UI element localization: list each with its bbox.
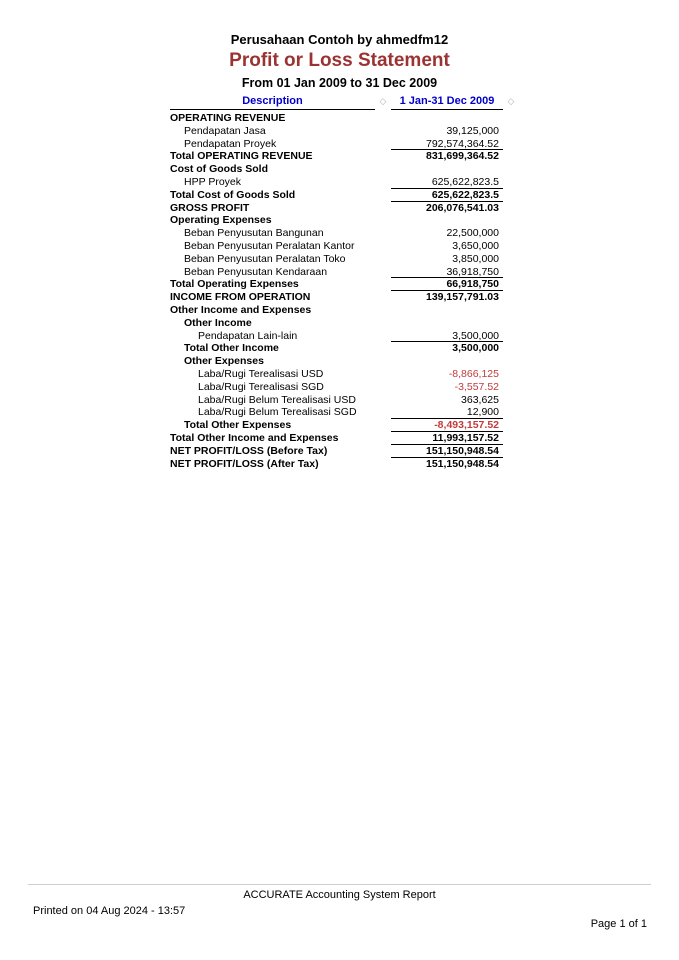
row-value: 139,157,791.03: [426, 291, 499, 304]
table-row: [170, 330, 520, 343]
table-row: [170, 150, 520, 163]
row-label: Pendapatan Proyek: [184, 137, 277, 150]
table-row: [170, 458, 520, 471]
row-value: 12,900: [391, 406, 503, 419]
table-row: [170, 163, 520, 176]
row-label: NET PROFIT/LOSS (Before Tax): [170, 444, 328, 457]
row-value: 3,850,000: [452, 252, 499, 265]
diamond-icon-right: ◇: [507, 96, 515, 106]
row-value: 36,918,750: [391, 266, 503, 279]
row-label: HPP Proyek: [184, 175, 241, 188]
table-row: [170, 304, 520, 317]
table-row: [170, 253, 520, 266]
table-row: [170, 214, 520, 227]
row-label: Other Income and Expenses: [170, 303, 312, 316]
report-system-label: ACCURATE Accounting System Report: [243, 889, 436, 901]
row-value: 625,622,823.5: [391, 176, 503, 189]
row-value: 831,699,364.52: [426, 150, 499, 163]
profit-loss-table: [170, 94, 520, 470]
diamond-icon-left: ◇: [379, 96, 387, 106]
row-label: Other Income: [184, 316, 252, 329]
row-value: 363,625: [461, 393, 499, 406]
row-value: -3,557.52: [454, 380, 499, 393]
report-period: From 01 Jan 2009 to 31 Dec 2009: [241, 76, 438, 90]
row-label: Cost of Goods Sold: [170, 163, 268, 176]
table-row: [170, 240, 520, 253]
row-label: NET PROFIT/LOSS (After Tax): [170, 457, 319, 470]
table-row: [170, 291, 520, 304]
row-label: Pendapatan Jasa: [184, 124, 266, 137]
row-label: INCOME FROM OPERATION: [170, 291, 311, 304]
row-value: 3,500,000: [391, 330, 503, 343]
row-value: -8,493,157.52: [391, 419, 503, 432]
table-row: [170, 342, 520, 355]
row-label: Total Other Income and Expenses: [170, 431, 339, 444]
row-label: Beban Penyusutan Bangunan: [184, 227, 324, 240]
row-label: Beban Penyusutan Peralatan Kantor: [184, 239, 355, 252]
table-row: [170, 355, 520, 368]
row-value: [391, 112, 503, 125]
table-row: [170, 202, 520, 215]
printed-timestamp: Printed on 04 Aug 2024 - 13:57: [33, 905, 186, 917]
table-row: [170, 125, 520, 138]
row-label: Total Other Expenses: [184, 419, 292, 432]
row-label: Laba/Rugi Terealisasi USD: [198, 367, 324, 380]
table-row: [170, 368, 520, 381]
table-row: [170, 432, 520, 445]
report-title: Profit or Loss Statement: [229, 50, 450, 71]
row-value: 39,125,000: [446, 124, 499, 137]
row-value: 11,993,157.52: [391, 432, 503, 445]
row-label: Total OPERATING REVENUE: [170, 150, 313, 163]
page-number: Page 1 of 1: [590, 918, 647, 930]
row-value: [391, 317, 503, 330]
row-value: 151,150,948.54: [391, 445, 503, 458]
row-value: 3,650,000: [452, 239, 499, 252]
table-body: [170, 112, 520, 470]
table-row: [170, 419, 520, 432]
table-row: [170, 266, 520, 279]
footer-divider: [28, 884, 651, 885]
row-value: 792,574,364.52: [391, 138, 503, 151]
table-row: [170, 445, 520, 458]
table-row: [170, 317, 520, 330]
row-value: 625,622,823.5: [391, 189, 503, 202]
table-header-row: [170, 94, 520, 110]
amount-column-header: 1 Jan-31 Dec 2009: [391, 95, 503, 110]
table-row: [170, 138, 520, 151]
row-label: GROSS PROFIT: [170, 201, 250, 214]
row-label: Laba/Rugi Belum Terealisasi USD: [198, 393, 356, 406]
table-row: [170, 394, 520, 407]
report-header: [0, 32, 679, 90]
row-label: Pendapatan Lain-lain: [198, 329, 298, 342]
row-value: 3,500,000: [452, 342, 499, 355]
row-label: Beban Penyusutan Kendaraan: [184, 265, 328, 278]
row-value: [391, 355, 503, 368]
table-row: [170, 406, 520, 419]
row-value: 22,500,000: [446, 227, 499, 240]
row-label: Other Expenses: [184, 355, 264, 368]
row-value: -8,866,125: [448, 367, 499, 380]
row-label: Total Other Income: [184, 342, 279, 355]
row-label: OPERATING REVENUE: [170, 112, 286, 124]
table-row: [170, 189, 520, 202]
table-row: [170, 176, 520, 189]
company-name: Perusahaan Contoh by ahmedfm12: [230, 32, 449, 47]
description-column-header: Description: [170, 95, 375, 110]
table-row: [170, 278, 520, 291]
table-row: [170, 227, 520, 240]
row-value: [391, 163, 503, 176]
row-label: Beban Penyusutan Peralatan Toko: [184, 252, 346, 265]
row-label: Operating Expenses: [170, 214, 272, 227]
row-label: Total Cost of Goods Sold: [170, 188, 296, 201]
table-row: [170, 112, 520, 125]
row-label: Laba/Rugi Belum Terealisasi SGD: [198, 406, 357, 419]
row-value: 206,076,541.03: [426, 201, 499, 214]
row-value: [391, 304, 503, 317]
row-value: [391, 214, 503, 227]
row-value: 66,918,750: [391, 278, 503, 291]
row-label: Laba/Rugi Terealisasi SGD: [198, 380, 324, 393]
row-value: 151,150,948.54: [426, 457, 499, 470]
row-label: Total Operating Expenses: [170, 278, 299, 291]
table-row: [170, 381, 520, 394]
